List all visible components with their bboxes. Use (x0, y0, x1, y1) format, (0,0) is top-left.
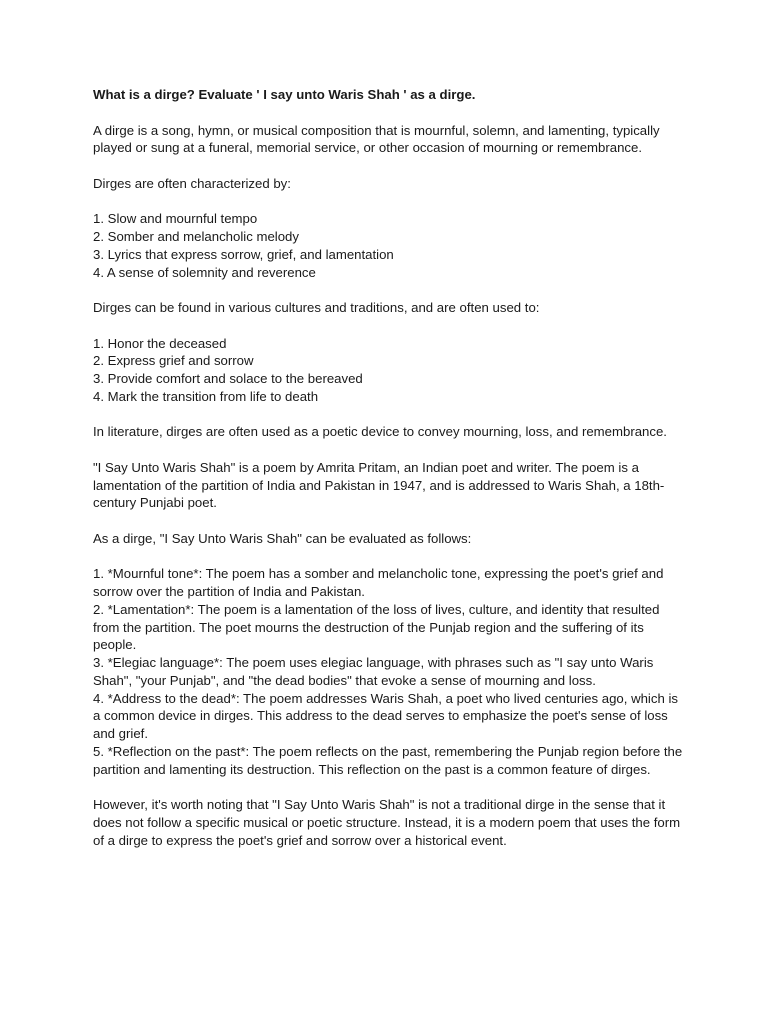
list-item: 3. Lyrics that express sorrow, grief, and lamentation (93, 246, 394, 262)
list-item: 2. *Lamentation*: The poem is a lamentation of the loss of lives, culture, and identity that resulted from the partition. The poet mourns the destruction of the Punjab region and the suffering of its people. (93, 601, 660, 653)
uses-heading: Dirges can be found in various cultures and traditions, and are often used to: (93, 300, 540, 315)
list-item: 5. *Reflection on the past*: The poem reflects on the past, remembering the Punjab region before the partition and lamenting its destruction. This reflection on the past is a common feature of dirges. (93, 743, 683, 777)
uses-list (93, 335, 683, 406)
list-item: 1. Slow and mournful tempo (93, 211, 258, 227)
list-item: 2. Express grief and sorrow (93, 353, 254, 369)
list-item: 1. *Mournful tone*: The poem has a somber and melancholic tone, expressing the poet's grief and sorrow over the partition of India and Pakistan. (93, 566, 664, 599)
list-item: 4. A sense of solemnity and reverence (93, 264, 316, 280)
list-item: 3. Provide comfort and solace to the bereaved (93, 371, 363, 386)
evaluation-list (93, 565, 683, 778)
characterized-heading: Dirges are often characterized by: (93, 175, 291, 191)
characteristics-list (93, 210, 683, 281)
conclusion-paragraph: However, it's worth noting that "I Say Unto Waris Shah" is not a traditional dirge in the sense that it does not follow a specific musical or poetic structure. Instead, it is a modern poem that uses the form of a dirge to express the poet's grief and sorrow over a historical event. (93, 797, 681, 848)
intro-paragraph: A dirge is a song, hymn, or musical composition that is mournful, solemn, and lamenting, typically played or sung at a funeral, memorial service, or other occasion of mourning or remembrance. (93, 122, 660, 156)
literature-paragraph: In literature, dirges are often used as a poetic device to convey mourning, loss, and remembrance. (93, 424, 667, 440)
document-body (93, 86, 683, 849)
evaluation-heading: As a dirge, "I Say Unto Waris Shah" can be evaluated as follows: (93, 530, 472, 546)
list-item: 4. Mark the transition from life to death (93, 388, 319, 404)
list-item: 2. Somber and melancholic melody (93, 229, 299, 244)
document-title: What is a dirge? Evaluate ' I say unto Waris Shah ' as a dirge. (93, 87, 476, 102)
list-item: 4. *Address to the dead*: The poem addresses Waris Shah, a poet who lived centuries ago, which is a common device in dirges. This address to the dead serves to emphasize the poet's sense of loss and grief. (93, 690, 678, 741)
list-item: 1. Honor the deceased (93, 335, 227, 351)
poem-intro-paragraph: "I Say Unto Waris Shah" is a poem by Amrita Pritam, an Indian poet and writer. The poem is a lamentation of the partition of India and Pakistan in 1947, and is addressed to Waris Shah, a 18th-century Punjabi poet. (93, 459, 665, 511)
list-item: 3. *Elegiac language*: The poem uses elegiac language, with phrases such as "I say unto Waris Shah", "your Punjab", and "the dead bodies" that evoke a sense of mourning and loss. (93, 655, 654, 688)
